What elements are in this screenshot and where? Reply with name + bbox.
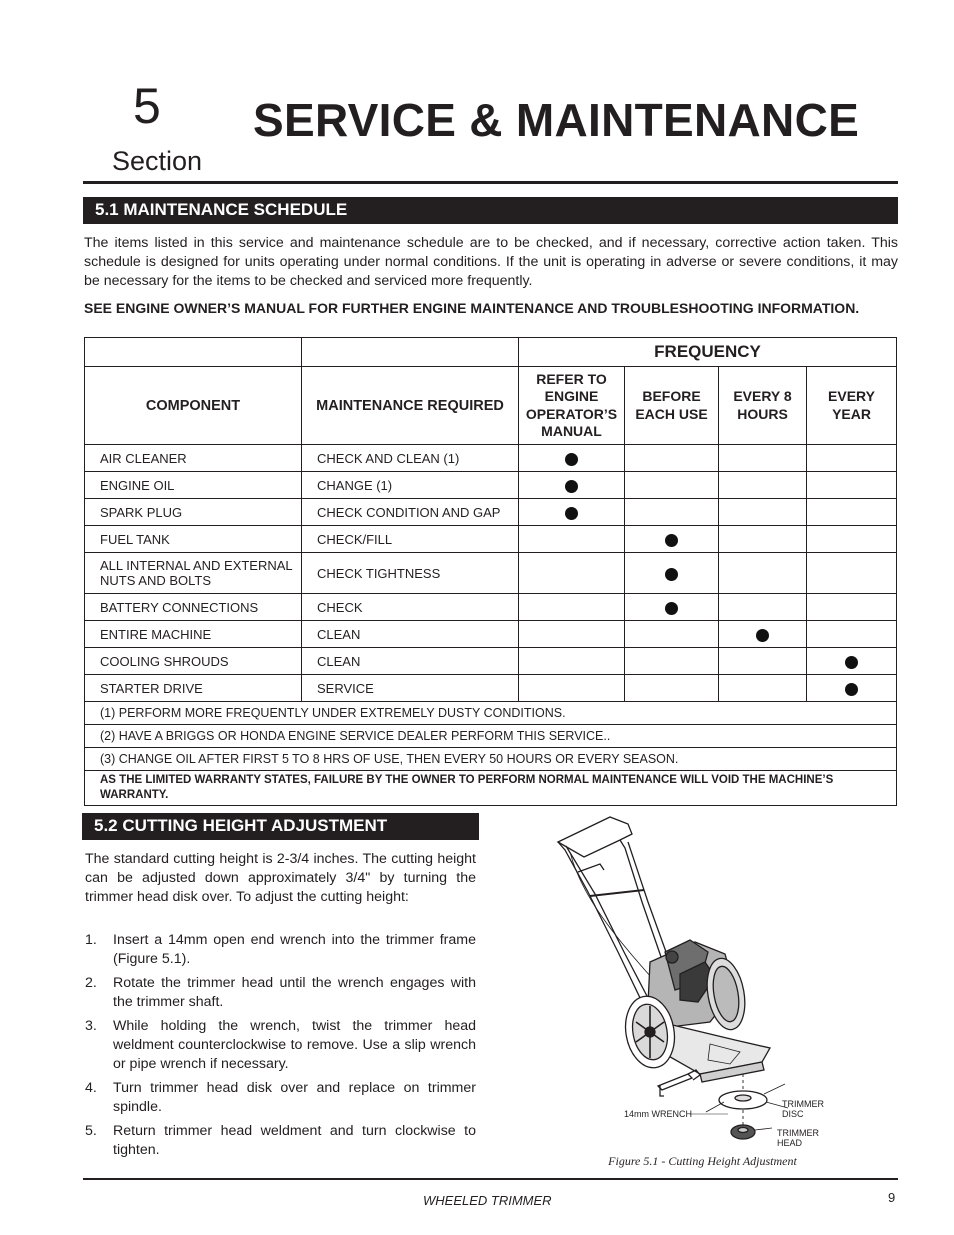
frequency-header: FREQUENCY (519, 338, 897, 367)
figure-caption: Figure 5.1 - Cutting Height Adjustment (608, 1154, 797, 1168)
frequency-cell (807, 445, 897, 472)
table-row (85, 445, 897, 472)
maintenance-cell: CHECK TIGHTNESS (302, 553, 519, 594)
frequency-cell (719, 445, 807, 472)
frequency-cell (719, 594, 807, 621)
step-item (85, 931, 476, 969)
column-header-every-8-hours: EVERY 8 HOURS (719, 367, 807, 445)
table-note-1: (1) PERFORM MORE FREQUENTLY UNDER EXTREMELY DUSTY CONDITIONS. (85, 702, 897, 725)
step-item (85, 1122, 476, 1160)
header-blank-1 (85, 338, 302, 367)
frequency-cell (519, 499, 625, 526)
frequency-cell (625, 445, 719, 472)
warranty-note: AS THE LIMITED WARRANTY STATES, FAILURE BY THE OWNER TO PERFORM NORMAL MAINTENANCE WILL VOID THE MACHINE’S WARRANTY. (85, 771, 897, 806)
cutting-height-intro: The standard cutting height is 2-3/4 inches. The cutting height can be adjusted down approximately 3/4" by turning the trimmer head disk over. To adjust the cutting height: (85, 851, 476, 905)
column-header-engine-manual: REFER TO ENGINE OPERATOR’S MANUAL (519, 367, 625, 445)
component-cell: ENGINE OIL (85, 472, 302, 499)
top-divider (83, 181, 898, 184)
step-number: 2. (85, 975, 97, 991)
label-trimmer-disc-line2: DISC (782, 1109, 804, 1119)
frequency-cell (807, 499, 897, 526)
frequency-cell (807, 621, 897, 648)
step-text: Return trimmer head weldment and turn clockwise to tighten. (113, 1123, 476, 1158)
maintenance-cell: CHANGE (1) (302, 472, 519, 499)
footer-title: WHEELED TRIMMER (423, 1193, 552, 1208)
component-cell: SPARK PLUG (85, 499, 302, 526)
frequency-cell (625, 621, 719, 648)
frequency-cell (719, 621, 807, 648)
frequency-dot-icon (756, 629, 769, 642)
maintenance-schedule-table (84, 337, 897, 806)
label-trimmer-head-line2: HEAD (777, 1138, 803, 1148)
frequency-cell (625, 553, 719, 594)
column-header-before-each-use: BEFORE EACH USE (625, 367, 719, 445)
frequency-cell (807, 553, 897, 594)
frequency-dot-icon (565, 480, 578, 493)
frequency-cell (519, 675, 625, 702)
step-text: While holding the wrench, twist the trimmer head weldment counterclockwise to remove. Use a slip wrench or pipe wrench if necessary. (113, 1018, 476, 1072)
table-row (85, 594, 897, 621)
page-title: SERVICE & MAINTENANCE (253, 94, 860, 146)
frequency-cell (519, 472, 625, 499)
frequency-dot-icon (845, 656, 858, 669)
trimmer-illustration (540, 812, 870, 1152)
table-row (85, 621, 897, 648)
table-row (85, 553, 897, 594)
step-number: 5. (85, 1123, 97, 1139)
frequency-cell (719, 499, 807, 526)
column-header-maintenance: MAINTENANCE REQUIRED (302, 367, 519, 445)
step-text: Turn trimmer head disk over and replace on trimmer spindle. (113, 1080, 476, 1115)
frequency-dot-icon (665, 602, 678, 615)
maintenance-cell: CHECK (302, 594, 519, 621)
frequency-cell (519, 445, 625, 472)
frequency-cell (519, 553, 625, 594)
frequency-cell (719, 526, 807, 553)
label-trimmer-head-line1: TRIMMER (777, 1128, 819, 1138)
maintenance-cell: CHECK/FILL (302, 526, 519, 553)
frequency-cell (719, 675, 807, 702)
step-item (85, 974, 476, 1012)
table-row (85, 526, 897, 553)
column-header-every-year: EVERY YEAR (807, 367, 897, 445)
maintenance-cell: CHECK CONDITION AND GAP (302, 499, 519, 526)
frequency-dot-icon (565, 453, 578, 466)
component-cell: FUEL TANK (85, 526, 302, 553)
table-note-3: (3) CHANGE OIL AFTER FIRST 5 TO 8 HRS OF USE, THEN EVERY 50 HOURS OR EVERY SEASON. (85, 748, 897, 771)
maintenance-cell: CHECK AND CLEAN (1) (302, 445, 519, 472)
frequency-cell (519, 594, 625, 621)
frequency-dot-icon (565, 507, 578, 520)
column-header-component: COMPONENT (85, 367, 302, 445)
header-blank-2 (302, 338, 519, 367)
component-cell: COOLING SHROUDS (85, 648, 302, 675)
maintenance-cell: CLEAN (302, 648, 519, 675)
trimmer-drawing (558, 817, 788, 1139)
bottom-divider (83, 1178, 898, 1180)
step-text: Rotate the trimmer head until the wrench engages with the trimmer shaft. (113, 975, 476, 1010)
frequency-dot-icon (665, 534, 678, 547)
section-number: 5 (133, 78, 161, 134)
frequency-cell (719, 553, 807, 594)
component-cell: STARTER DRIVE (85, 675, 302, 702)
component-cell: ALL INTERNAL AND EXTERNAL NUTS AND BOLTS (85, 553, 302, 594)
table-row (85, 499, 897, 526)
frequency-cell (807, 526, 897, 553)
table-note-2: (2) HAVE A BRIGGS OR HONDA ENGINE SERVICE DEALER PERFORM THIS SERVICE.. (85, 725, 897, 748)
label-wrench: 14mm WRENCH (624, 1109, 693, 1119)
frequency-cell (807, 648, 897, 675)
table-row (85, 472, 897, 499)
frequency-cell (807, 594, 897, 621)
engine-manual-warning: SEE ENGINE OWNER’S MANUAL FOR FURTHER ENGINE MAINTENANCE AND TROUBLESHOOTING INFORMATION. (84, 300, 860, 316)
component-cell: ENTIRE MACHINE (85, 621, 302, 648)
step-number: 3. (85, 1018, 97, 1034)
table-row (85, 648, 897, 675)
frequency-cell (519, 648, 625, 675)
section-word: Section (112, 146, 203, 176)
frequency-dot-icon (845, 683, 858, 696)
maintenance-cell: CLEAN (302, 621, 519, 648)
maintenance-cell: SERVICE (302, 675, 519, 702)
component-cell: BATTERY CONNECTIONS (85, 594, 302, 621)
frequency-cell (625, 499, 719, 526)
frequency-cell (625, 648, 719, 675)
frequency-cell (807, 472, 897, 499)
step-number: 4. (85, 1080, 97, 1096)
label-trimmer-disc-line1: TRIMMER (782, 1099, 824, 1109)
frequency-cell (719, 472, 807, 499)
frequency-cell (719, 648, 807, 675)
frequency-cell (625, 675, 719, 702)
step-item (85, 1079, 476, 1117)
step-item (85, 1017, 476, 1074)
frequency-cell (625, 594, 719, 621)
page-number: 9 (888, 1190, 896, 1205)
component-cell: AIR CLEANER (85, 445, 302, 472)
adjustment-steps (85, 931, 476, 1165)
step-text: Insert a 14mm open end wrench into the trimmer frame (Figure 5.1). (113, 932, 476, 967)
frequency-cell (519, 526, 625, 553)
step-number: 1. (85, 932, 97, 948)
frequency-cell (625, 472, 719, 499)
frequency-cell (519, 621, 625, 648)
frequency-cell (625, 526, 719, 553)
table-row (85, 675, 897, 702)
section-5-1-heading: 5.1 MAINTENANCE SCHEDULE (83, 197, 898, 224)
frequency-cell (807, 675, 897, 702)
frequency-dot-icon (665, 568, 678, 581)
section-5-2-heading: 5.2 CUTTING HEIGHT ADJUSTMENT (82, 813, 479, 840)
schedule-intro: The items listed in this service and maintenance schedule are to be checked, and if necessary, corrective action taken. This schedule is designed for units operating under normal conditions. If the unit is operating in adverse or severe conditions, it may be necessary for the items to be checked and serviced more frequently. (84, 235, 898, 289)
